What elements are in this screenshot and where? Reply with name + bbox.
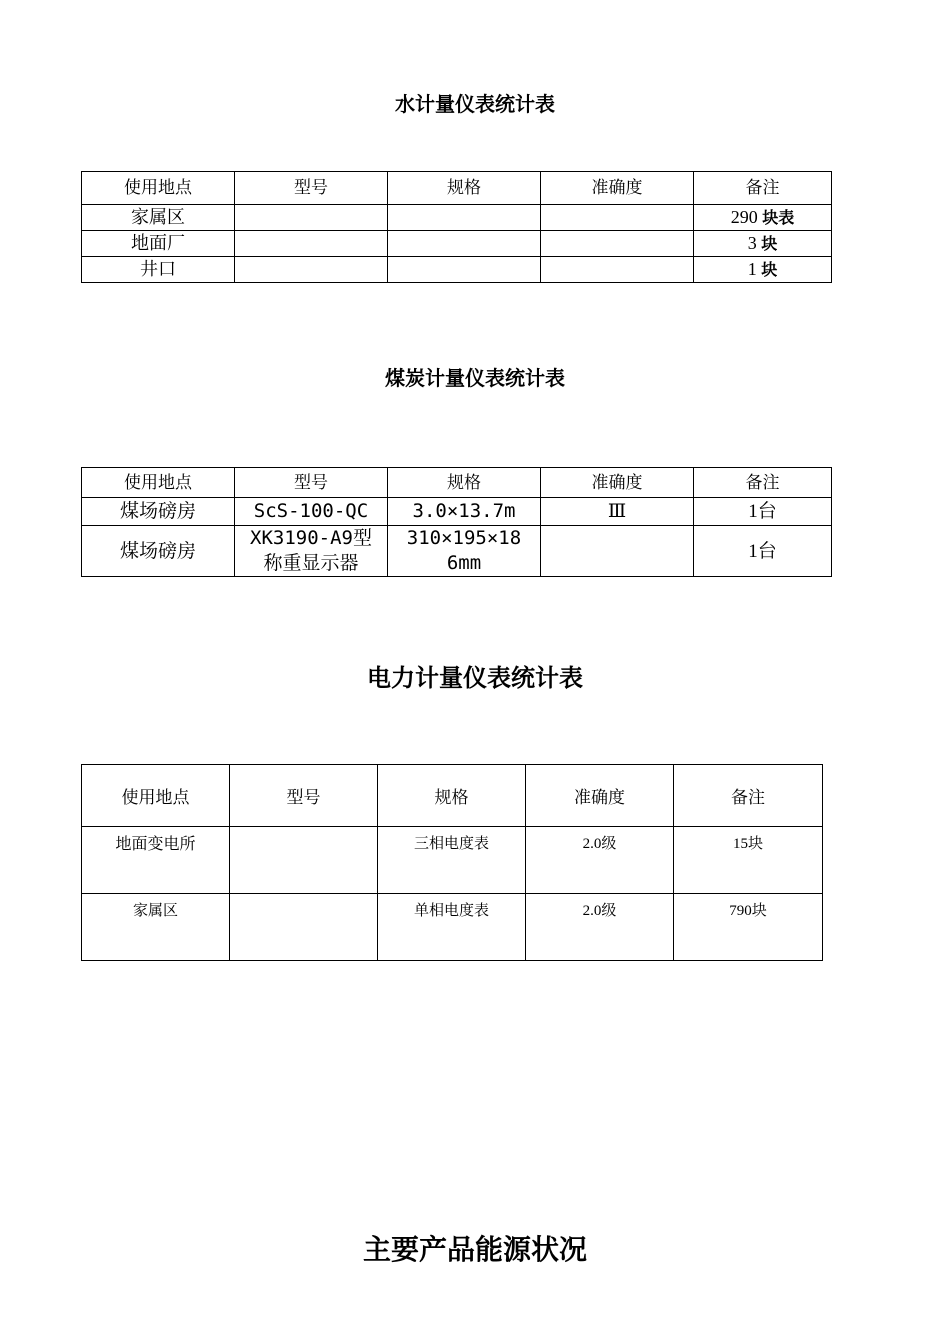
cell-model [235,257,388,283]
cell-location: 地面变电所 [82,827,230,894]
cell-note: 1台 [694,498,832,526]
cell-spec [388,231,541,257]
cell-note [694,231,832,257]
note-number: 290 [730,207,758,227]
cell-model [235,231,388,257]
table-header-row [82,765,823,827]
cell-note [694,205,832,231]
section-heading: 主要产品能源状况 [362,1233,587,1266]
header-model: 型号 [230,765,378,827]
cell-spec [388,526,541,577]
note-unit: 块表 [762,208,795,227]
cell-accuracy [541,205,694,231]
cell-note [694,257,832,283]
cell-model [230,827,378,894]
note-number: 3 [747,233,757,253]
header-accuracy: 准确度 [541,172,694,205]
cell-accuracy [541,526,694,577]
header-accuracy: 准确度 [526,765,674,827]
cell-location: 家属区 [82,894,230,961]
water-table-title: 水计量仪表统计表 [395,92,555,116]
spec-line-2: 6mm [446,552,482,574]
table-row [82,257,832,283]
water-meter-table [81,171,832,283]
cell-spec: 3.0×13.7m [388,498,541,526]
header-note: 备注 [674,765,823,827]
cell-spec: 单相电度表 [378,894,526,961]
cell-location: 井口 [82,257,235,283]
table-row [82,231,832,257]
table-row [82,827,823,894]
cell-note: 15块 [674,827,823,894]
cell-location: 煤场磅房 [82,498,235,526]
table-row [82,498,832,526]
spec-line-1: 310×195×18 [406,527,522,549]
cell-accuracy [541,257,694,283]
cell-model [230,894,378,961]
header-note: 备注 [694,468,832,498]
cell-spec [388,257,541,283]
cell-note: 790块 [674,894,823,961]
note-number: 1 [747,259,757,279]
table-header-row [82,172,832,205]
header-model: 型号 [235,172,388,205]
table-row [82,205,832,231]
header-model: 型号 [235,468,388,498]
cell-accuracy: 2.0级 [526,894,674,961]
header-location: 使用地点 [82,468,235,498]
cell-accuracy: Ⅲ [541,498,694,526]
cell-spec: 三相电度表 [378,827,526,894]
cell-location: 煤场磅房 [82,526,235,577]
cell-spec [388,205,541,231]
coal-table-title: 煤炭计量仪表统计表 [385,366,565,390]
cell-model [235,205,388,231]
model-line-1: XK3190-A9型 [250,527,372,549]
header-spec: 规格 [378,765,526,827]
cell-location: 地面厂 [82,231,235,257]
cell-model [235,526,388,577]
header-accuracy: 准确度 [541,468,694,498]
cell-model: ScS-100-QC [235,498,388,526]
note-unit: 块 [761,234,778,253]
coal-meter-table [81,467,832,577]
header-location: 使用地点 [82,765,230,827]
header-spec: 规格 [388,468,541,498]
model-line-2: 称重显示器 [263,552,359,574]
header-note: 备注 [694,172,832,205]
electric-table-title: 电力计量仪表统计表 [367,664,583,692]
note-unit: 块 [761,260,778,279]
table-row [82,894,823,961]
header-spec: 规格 [388,172,541,205]
header-location: 使用地点 [82,172,235,205]
table-header-row [82,468,832,498]
cell-accuracy: 2.0级 [526,827,674,894]
cell-note: 1台 [694,526,832,577]
cell-location: 家属区 [82,205,235,231]
table-row [82,526,832,577]
cell-accuracy [541,231,694,257]
electric-meter-table [81,764,823,961]
